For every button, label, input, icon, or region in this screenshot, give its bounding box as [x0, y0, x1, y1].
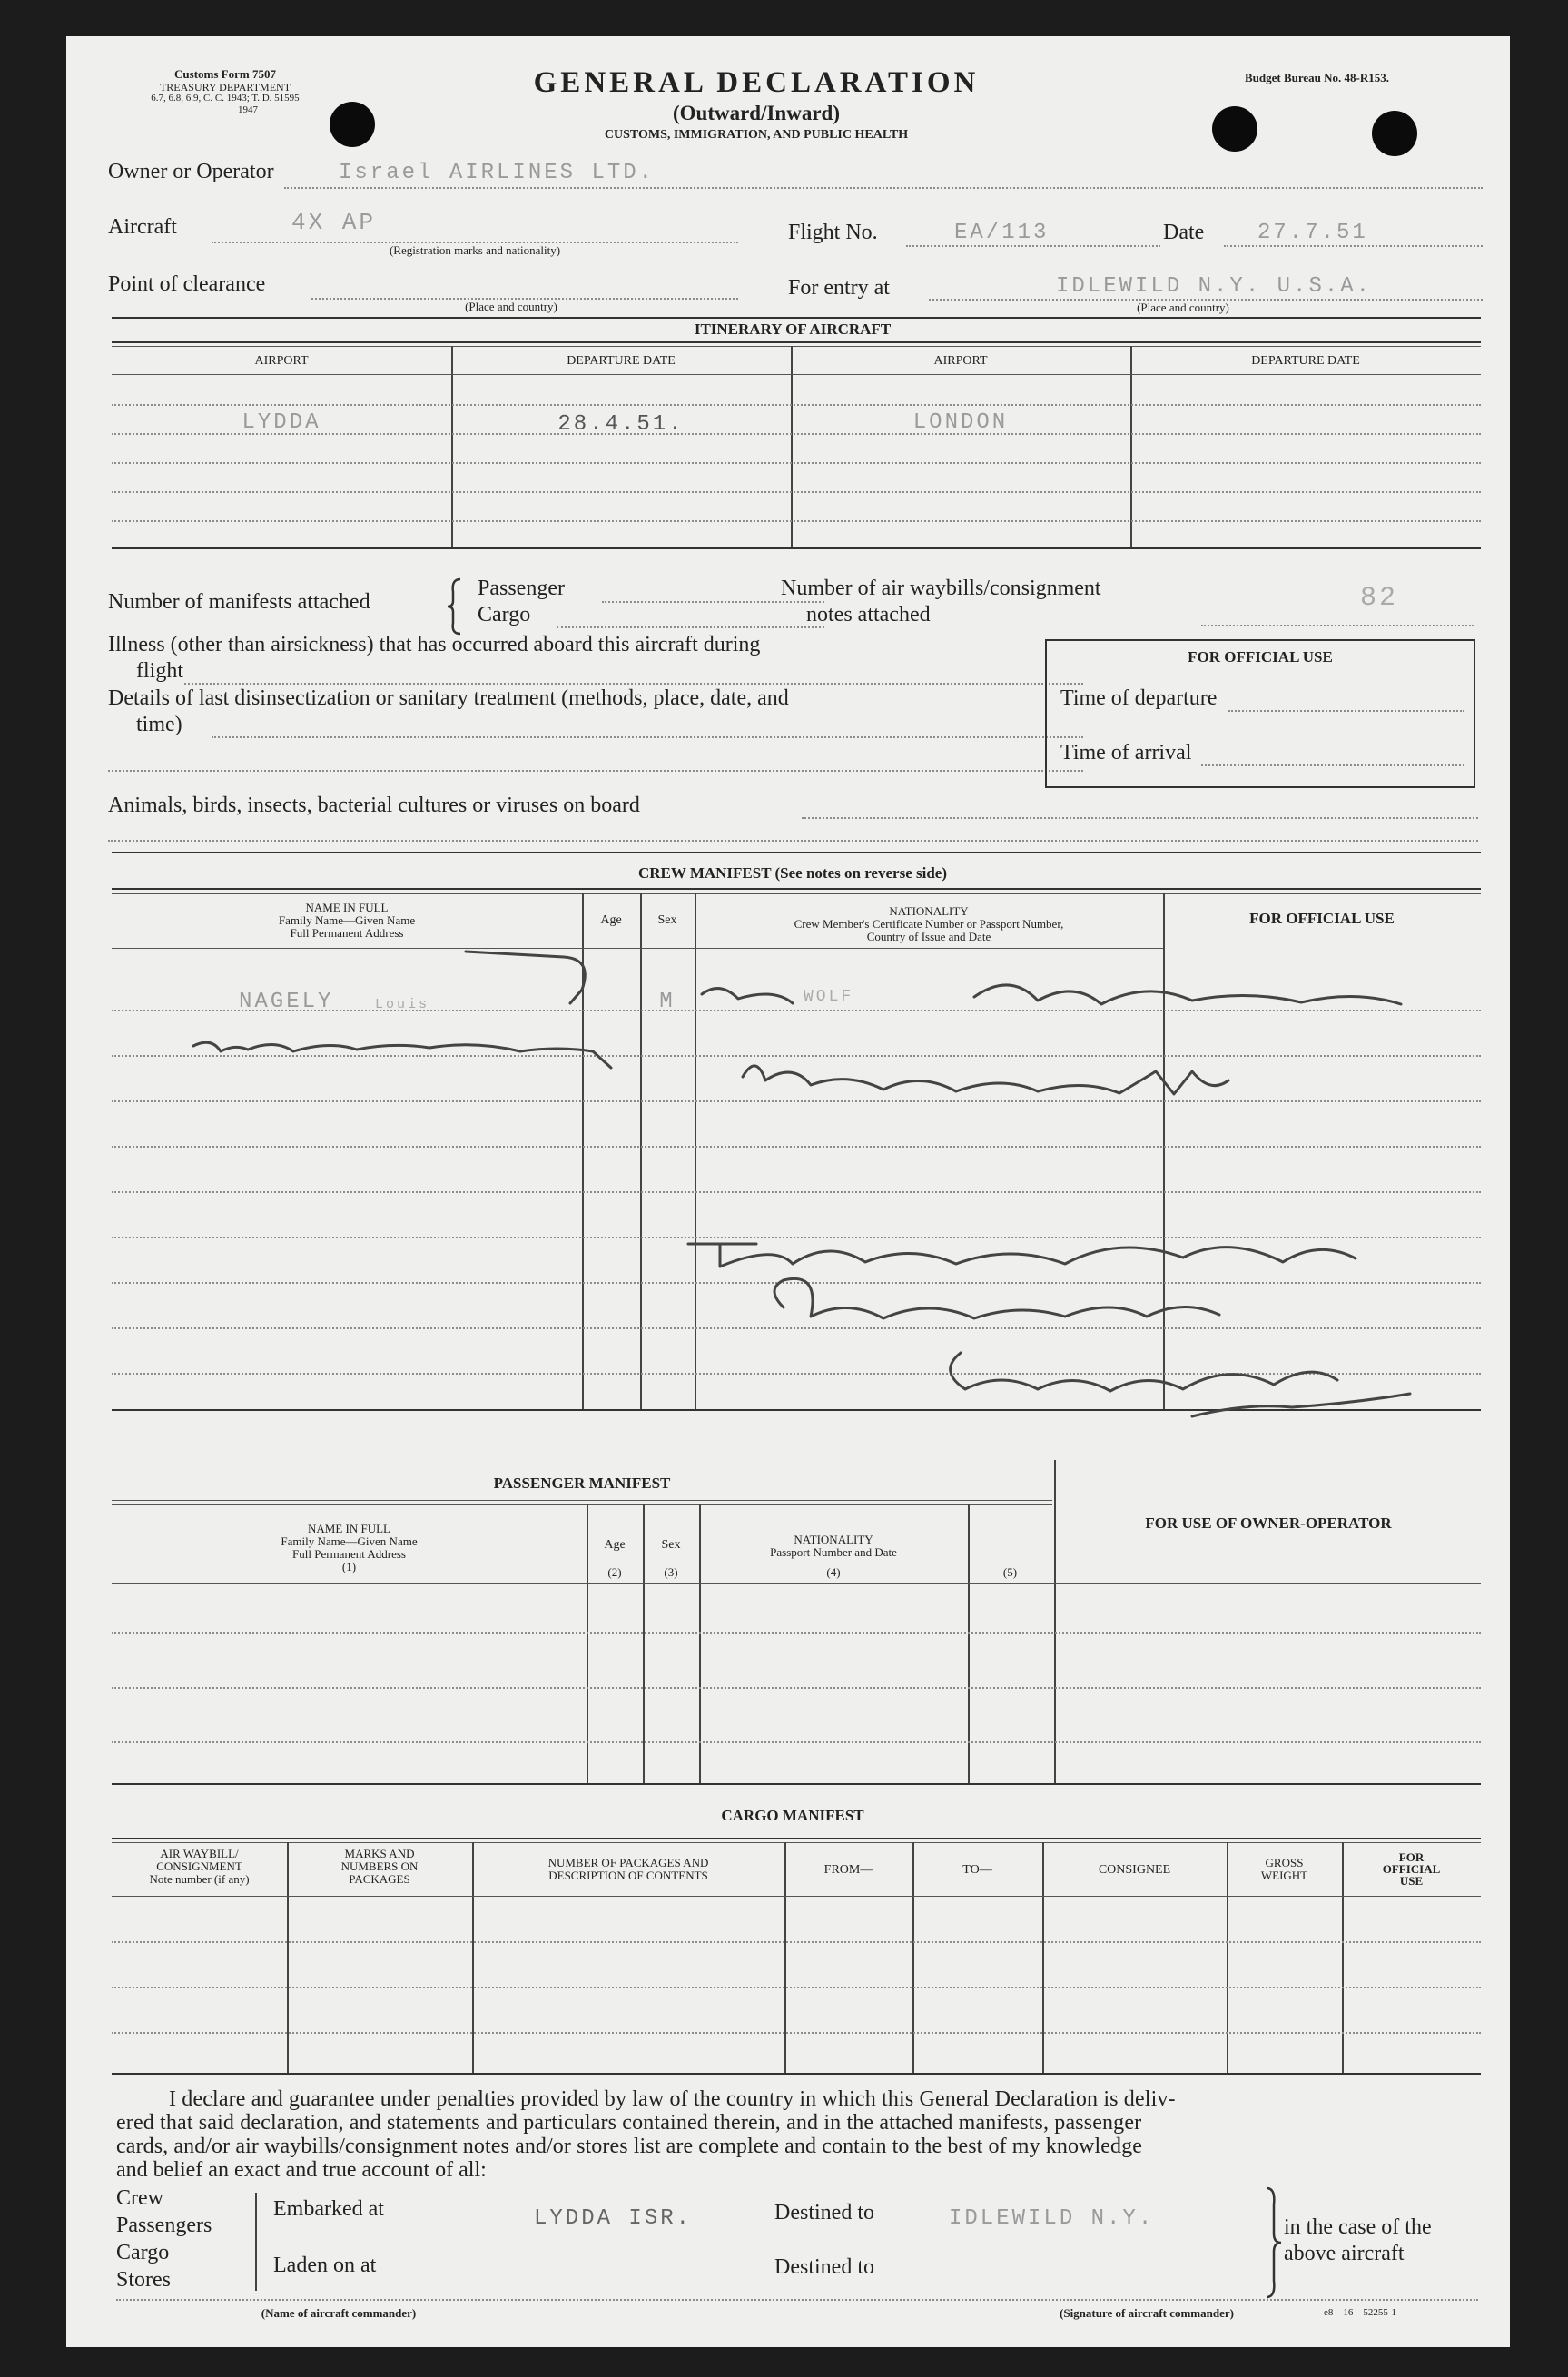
passenger-col-sex: Sex [661, 1538, 681, 1552]
itinerary-date-1: 28.4.51. [557, 412, 685, 437]
aircraft-caption: (Registration marks and nationality) [389, 243, 561, 257]
cargo-col-marks-2: NUMBERS ON [340, 1859, 419, 1873]
declaration-line-3: cards, and/or air waybills/consignment notes and/or stores list are complete and contain to the best of my knowledge [116, 2135, 1142, 2158]
itinerary-col-airport-2: AIRPORT [933, 354, 988, 368]
passenger-col-nationality: NATIONALITY [794, 1533, 873, 1546]
disinsect-label: Details of last disinsectization or sanitary treatment (methods, place, date, and [108, 686, 789, 710]
time-of-departure-label: Time of departure [1060, 686, 1218, 710]
declaration-line-2: ered that said declaration, and statements and particulars contained therein, and in the attached manifests, passenger [116, 2111, 1142, 2135]
entry-value: IDLEWILD N.Y. U.S.A. [1056, 274, 1373, 299]
flight-label: Flight No. [788, 221, 878, 244]
footer-passengers: Passengers [116, 2214, 212, 2237]
passenger-col-name: NAME IN FULL [308, 1522, 390, 1535]
form-refs-year: 1947 [238, 104, 258, 115]
crew-col-name-3: Full Permanent Address [290, 926, 404, 940]
passenger-manifest-title: PASSENGER MANIFEST [493, 1475, 671, 1492]
crew-col-name: NAME IN FULL [305, 901, 389, 914]
entry-caption: (Place and country) [1137, 301, 1229, 314]
official-use-title: FOR OFFICIAL USE [1188, 648, 1333, 666]
illness-label: Illness (other than airsickness) that has occurred aboard this aircraft during [108, 633, 761, 656]
crew-row1-name: NAGELY [239, 990, 334, 1014]
crew-col-age: Age [600, 913, 622, 927]
embarked-value: LYDDA ISR. [534, 2206, 693, 2231]
passenger-col-sex-num: (3) [664, 1565, 678, 1579]
cargo-col-weight-2: WEIGHT [1260, 1869, 1308, 1882]
footer-crew: Crew [116, 2186, 163, 2210]
embarked-label: Embarked at [273, 2197, 384, 2221]
illness-label-2: flight [136, 659, 183, 683]
budget-number: Budget Bureau No. 48-R153. [1245, 71, 1390, 84]
itinerary-airport-2: LONDON [912, 410, 1009, 435]
case-label-1: in the case of the [1284, 2215, 1432, 2239]
cargo-col-official: FOR [1398, 1850, 1425, 1864]
commander-signature-caption: (Signature of aircraft commander) [1060, 2306, 1234, 2320]
case-label-2: above aircraft [1284, 2242, 1405, 2265]
flight-value: EA/113 [954, 221, 1050, 245]
crew-row1-nationality: WOLF [804, 988, 854, 1006]
passenger-col-name-3: Full Permanent Address [292, 1547, 406, 1561]
brace-right [1263, 2186, 1285, 2299]
passenger-col-nationality-num: (4) [826, 1565, 841, 1579]
waybills-label: Number of air waybills/consignment [781, 577, 1101, 600]
cargo-col-marks-3: PACKAGES [349, 1872, 410, 1886]
crew-row1-given: Louis [375, 997, 430, 1012]
destined-label-1: Destined to [774, 2201, 874, 2224]
manifest-cargo-label: Cargo [478, 603, 531, 626]
cargo-col-packages-2: DESCRIPTION OF CONTENTS [548, 1869, 708, 1882]
passenger-col-name-2: Family Name—Given Name [281, 1534, 418, 1548]
clearance-caption: (Place and country) [465, 300, 557, 313]
cargo-col-to: TO— [962, 1863, 992, 1877]
crew-manifest-title: CREW MANIFEST (See notes on reverse side) [638, 864, 947, 882]
manifests-label: Number of manifests attached [108, 590, 370, 614]
declaration-form [66, 36, 1510, 2347]
crew-col-name-2: Family Name—Given Name [278, 913, 416, 927]
itinerary-airport-1: LYDDA [242, 410, 321, 435]
cargo-col-waybill-2: CONSIGNMENT [156, 1859, 242, 1873]
passenger-col-name-num: (1) [341, 1560, 357, 1573]
cargo-col-packages: NUMBER OF PACKAGES AND [547, 1856, 709, 1869]
crew-col-nationality-2: Crew Member's Certificate Number or Passport Number, [794, 917, 1064, 931]
handwritten-notes [66, 36, 1510, 1489]
crew-col-nationality: NATIONALITY [889, 904, 969, 918]
cargo-col-official-3: USE [1399, 1874, 1424, 1888]
declaration-line-4: and belief an exact and true account of all: [116, 2158, 487, 2182]
aircraft-value: 4X AP [291, 209, 377, 236]
manifest-passenger-label: Passenger [478, 577, 565, 600]
passenger-col-age-num: (2) [607, 1565, 622, 1579]
crew-row1-sex: M [659, 990, 676, 1014]
itinerary-col-date-2: DEPARTURE DATE [1251, 354, 1360, 368]
entry-label: For entry at [788, 276, 890, 300]
crew-col-official-use: FOR OFFICIAL USE [1249, 910, 1395, 927]
clearance-label: Point of clearance [108, 272, 266, 296]
passenger-col-nationality-2: Passport Number and Date [770, 1545, 897, 1559]
form-title: GENERAL DECLARATION [533, 66, 980, 99]
declaration-line-1: I declare and guarantee under penalties provided by law of the country in which this General Declaration is deliv- [169, 2087, 1176, 2111]
waybills-label-2: notes attached [806, 603, 931, 626]
laden-label: Laden on at [273, 2254, 377, 2277]
cargo-col-official-2: OFFICIAL [1382, 1862, 1441, 1876]
date-value: 27.7.51 [1257, 221, 1368, 245]
destined-label-2: Destined to [774, 2255, 874, 2279]
cargo-col-consignee: CONSIGNEE [1098, 1863, 1171, 1877]
cargo-col-waybill-3: Note number (if any) [149, 1872, 250, 1886]
disinsect-label-2: time) [136, 713, 182, 736]
cargo-col-waybill: AIR WAYBILL/ [160, 1847, 239, 1860]
date-label: Date [1163, 221, 1205, 244]
aircraft-label: Aircraft [108, 215, 177, 239]
cargo-manifest-title: CARGO MANIFEST [721, 1807, 864, 1824]
passenger-col-5: (5) [1002, 1565, 1018, 1579]
form-agencies: CUSTOMS, IMMIGRATION, AND PUBLIC HEALTH [604, 128, 909, 142]
crew-col-nationality-3: Country of Issue and Date [866, 930, 991, 943]
footer-bracket [255, 2193, 257, 2291]
footer-stores: Stores [116, 2268, 171, 2292]
cargo-col-from: FROM— [823, 1863, 873, 1877]
form-id: Customs Form 7507 [174, 67, 276, 81]
cargo-col-weight: GROSS [1265, 1856, 1304, 1869]
department: TREASURY DEPARTMENT [159, 81, 291, 94]
form-subtitle: (Outward/Inward) [672, 102, 840, 124]
animals-label: Animals, birds, insects, bacterial cultures or viruses on board [108, 794, 640, 817]
footer-cargo: Cargo [116, 2241, 170, 2264]
owner-value: Israel AIRLINES LTD. [339, 161, 656, 185]
crew-col-sex: Sex [657, 913, 677, 927]
itinerary-title: ITINERARY OF AIRCRAFT [694, 321, 892, 338]
passenger-col-age: Age [604, 1538, 626, 1552]
waybills-value: 82 [1360, 583, 1399, 614]
commander-name-caption: (Name of aircraft commander) [261, 2306, 417, 2320]
print-code: e8—16—52255-1 [1324, 2307, 1397, 2318]
owner-operator-use: FOR USE OF OWNER-OPERATOR [1145, 1514, 1392, 1532]
owner-label: Owner or Operator [108, 160, 274, 183]
cargo-col-marks: MARKS AND [344, 1847, 415, 1860]
destined-value: IDLEWILD N.Y. [949, 2206, 1155, 2231]
itinerary-col-date-1: DEPARTURE DATE [567, 354, 676, 368]
itinerary-col-airport-1: AIRPORT [254, 354, 309, 368]
time-of-arrival-label: Time of arrival [1060, 741, 1192, 764]
form-refs: 6.7, 6.8, 6.9, C. C. 1943; T. D. 51595 [151, 93, 300, 104]
